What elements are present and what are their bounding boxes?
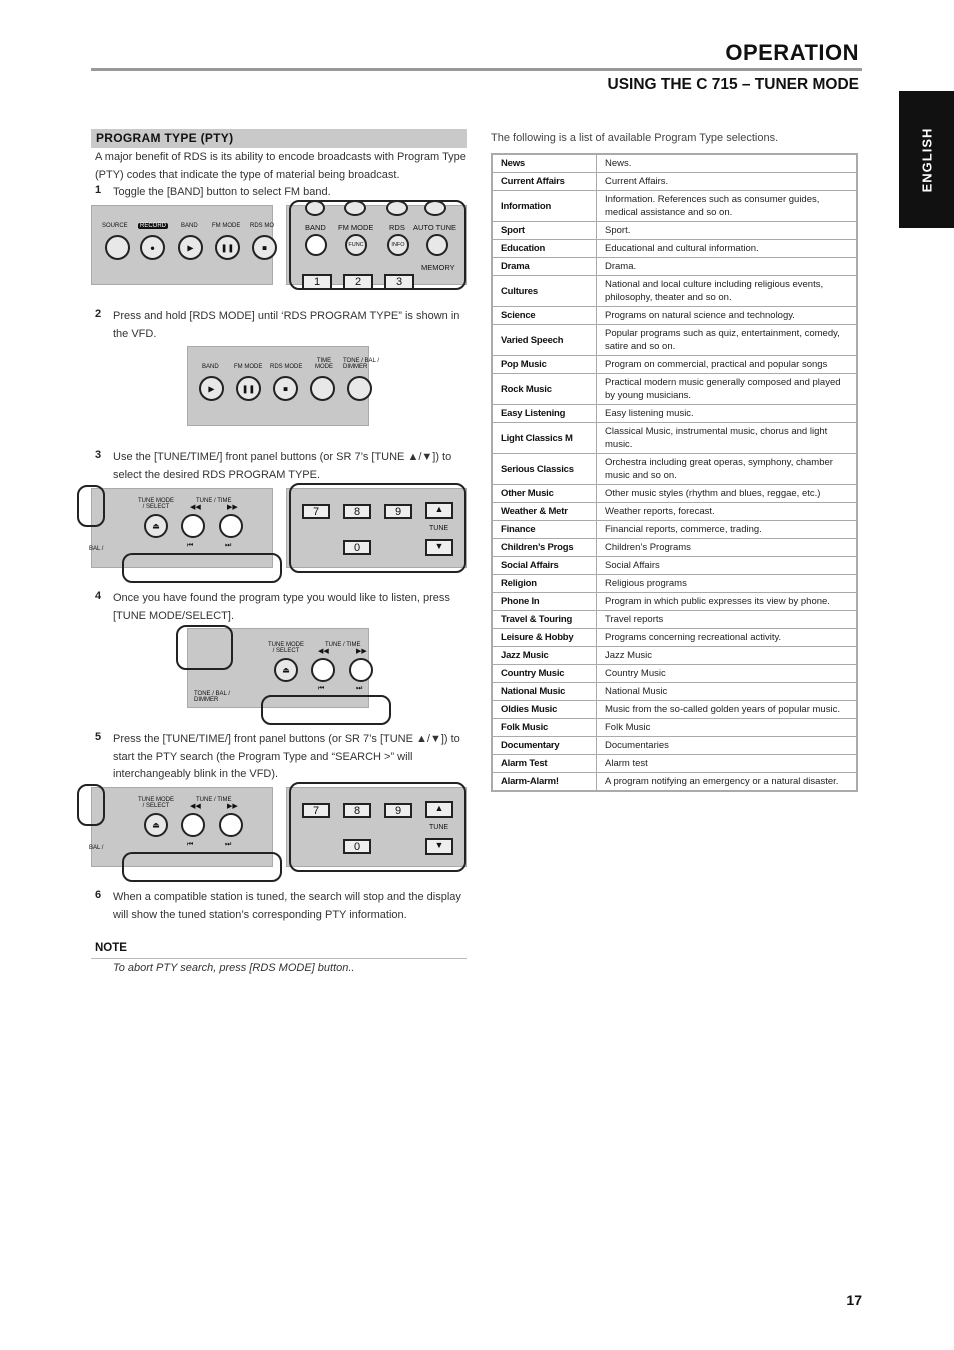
remote-button-top bbox=[386, 200, 408, 216]
stop-icon: ■ bbox=[283, 384, 288, 393]
remote-button-top bbox=[344, 200, 366, 216]
key-3: 3 bbox=[384, 274, 414, 290]
pty-description-cell: News. bbox=[597, 154, 858, 173]
table-row bbox=[492, 154, 857, 173]
func-label: FUNC bbox=[348, 242, 364, 248]
key-9: 9 bbox=[384, 803, 412, 818]
step-text: Toggle the [BAND] button to select FM band. bbox=[113, 186, 331, 198]
pty-type-cell: Varied Speech bbox=[492, 325, 597, 356]
tone-button bbox=[347, 376, 372, 401]
pty-description-cell: Easy listening music. bbox=[597, 405, 858, 423]
pty-intro: A major benefit of RDS is its ability to encode broadcasts with Program Type (PTY) codes that indicate the type of material being broadcast. bbox=[95, 151, 466, 181]
bal-label: BAL / bbox=[89, 845, 104, 851]
section-title: OPERATION bbox=[725, 40, 859, 65]
section-divider bbox=[91, 68, 862, 71]
pty-type-cell: Education bbox=[492, 240, 597, 258]
source-button bbox=[105, 235, 130, 260]
band-button bbox=[178, 235, 203, 260]
tune-mode-select-button bbox=[144, 514, 168, 538]
band-label: BAND bbox=[202, 364, 219, 370]
pty-type-cell: Children’s Progs bbox=[492, 539, 597, 557]
table-row bbox=[492, 593, 857, 611]
next-icon: ⏭ bbox=[356, 685, 363, 692]
front-panel-illustration bbox=[91, 787, 273, 867]
pty-description-cell: Orchestra including great operas, symphony, chamber music and so on. bbox=[597, 454, 858, 485]
pty-type-cell: News bbox=[492, 154, 597, 173]
pty-type-cell: National Music bbox=[492, 683, 597, 701]
rds-mode-label: RDS MO bbox=[250, 223, 274, 229]
fast-forward-icon: ▶▶ bbox=[227, 504, 238, 511]
time-mode-button bbox=[310, 376, 335, 401]
key-2: 2 bbox=[343, 274, 373, 290]
pty-description-cell: Weather reports, forecast. bbox=[597, 503, 858, 521]
tune-up-icon: ▲ bbox=[425, 801, 453, 818]
remote-illustration bbox=[286, 488, 467, 568]
pty-description-cell: Children’s Programs bbox=[597, 539, 858, 557]
table-row bbox=[492, 356, 857, 374]
tune-up-icon: ▲ bbox=[425, 502, 453, 519]
step-number: 6 bbox=[95, 889, 102, 901]
step-number: 3 bbox=[95, 449, 102, 461]
pty-description-cell: Program in which public expresses its view by phone. bbox=[597, 593, 858, 611]
pty-description-cell: Drama. bbox=[597, 258, 858, 276]
tune-up-button bbox=[219, 813, 243, 837]
pty-description-cell: Information. References such as consumer guides, medical assistance and so on. bbox=[597, 191, 858, 222]
memory-label: MEMORY bbox=[421, 263, 455, 272]
table-row bbox=[492, 629, 857, 647]
front-panel-illustration bbox=[91, 488, 273, 568]
pty-type-cell: Jazz Music bbox=[492, 647, 597, 665]
pty-type-cell: Science bbox=[492, 307, 597, 325]
source-label: SOURCE bbox=[102, 223, 128, 229]
key-0: 0 bbox=[343, 839, 371, 854]
tune-label: TUNE bbox=[429, 824, 449, 831]
step-text: Press and hold [RDS MODE] until ‘RDS PROGRAM TYPE” is shown in the VFD. bbox=[113, 310, 460, 340]
step-number: 4 bbox=[95, 590, 102, 602]
pty-description-cell: Music from the so-called golden years of popular music. bbox=[597, 701, 858, 719]
pause-icon: ❚❚ bbox=[241, 384, 256, 393]
pause-icon: ❚❚ bbox=[220, 243, 235, 252]
key-8: 8 bbox=[343, 803, 371, 818]
pty-list-intro: The following is a list of available Program Type selections. bbox=[491, 132, 779, 144]
table-row bbox=[492, 423, 857, 454]
key-0: 0 bbox=[343, 540, 371, 555]
pty-description-cell: Social Affairs bbox=[597, 557, 858, 575]
eject-icon: ⏏ bbox=[152, 521, 160, 531]
next-icon: ⏭ bbox=[225, 542, 232, 549]
language-tab-label: ENGLISH bbox=[919, 127, 934, 192]
table-row bbox=[492, 611, 857, 629]
table-row bbox=[492, 405, 857, 423]
pty-description-cell: Educational and cultural information. bbox=[597, 240, 858, 258]
auto-tune-label: AUTO TUNE bbox=[413, 223, 457, 232]
table-row bbox=[492, 307, 857, 325]
step-number: 1 bbox=[95, 184, 102, 196]
key-7: 7 bbox=[302, 504, 330, 519]
play-icon: ▶ bbox=[187, 243, 194, 252]
pty-type-cell: Drama bbox=[492, 258, 597, 276]
tune-down-button bbox=[181, 514, 205, 538]
note-divider bbox=[91, 958, 467, 959]
key-7: 7 bbox=[302, 803, 330, 818]
stop-icon: ■ bbox=[262, 243, 267, 252]
info-label: INFO bbox=[391, 242, 405, 248]
rds-mode-button bbox=[252, 235, 277, 260]
step-text: Once you have found the program type you would like to listen, press [TUNE MODE/SELECT]. bbox=[113, 592, 450, 622]
eject-icon: ⏏ bbox=[282, 665, 290, 675]
pty-table bbox=[491, 153, 858, 792]
fm-mode-label: FM MODE bbox=[212, 223, 241, 229]
step-text: Press the [TUNE/TIME/] front panel buttons (or SR 7’s [TUNE ▲/▼]) to start the PTY search (the Program Type and “SEARCH >” will interchangeably blink in the VFD). bbox=[113, 733, 460, 780]
pty-description-cell: Alarm test bbox=[597, 755, 858, 773]
band-button bbox=[305, 234, 327, 256]
pty-type-cell: Folk Music bbox=[492, 719, 597, 737]
pty-type-cell: Sport bbox=[492, 222, 597, 240]
key-8: 8 bbox=[343, 504, 371, 519]
remote-illustration bbox=[286, 205, 467, 288]
table-row bbox=[492, 755, 857, 773]
pty-description-cell: Travel reports bbox=[597, 611, 858, 629]
pty-type-cell: Weather & Metr bbox=[492, 503, 597, 521]
table-row bbox=[492, 521, 857, 539]
pty-description-cell: Popular programs such as quiz, entertainment, comedy, satire and so on. bbox=[597, 325, 858, 356]
pty-type-cell: Religion bbox=[492, 575, 597, 593]
table-row bbox=[492, 683, 857, 701]
tone-bal-dimmer-label: TONE / BAL / DIMMER bbox=[194, 691, 231, 703]
tune-down-button bbox=[311, 658, 335, 682]
rewind-icon: ◀◀ bbox=[190, 803, 201, 810]
pty-description-cell: Programs concerning recreational activity. bbox=[597, 629, 858, 647]
rewind-icon: ◀◀ bbox=[190, 504, 201, 511]
table-row bbox=[492, 719, 857, 737]
step-number: 5 bbox=[95, 731, 102, 743]
language-tab bbox=[899, 91, 954, 228]
table-row bbox=[492, 276, 857, 307]
tune-time-label: TUNE / TIME bbox=[325, 642, 361, 648]
pty-description-cell: Documentaries bbox=[597, 737, 858, 755]
table-row bbox=[492, 701, 857, 719]
rds-mode-button bbox=[273, 376, 298, 401]
fm-mode-label: FM MODE bbox=[338, 223, 374, 232]
pty-type-cell: Social Affairs bbox=[492, 557, 597, 575]
previous-icon: ⏮ bbox=[187, 542, 194, 549]
pty-heading: PROGRAM TYPE (PTY) bbox=[96, 131, 234, 145]
table-row bbox=[492, 454, 857, 485]
pty-heading-bar bbox=[91, 129, 467, 148]
pty-description-cell: Programs on natural science and technology. bbox=[597, 307, 858, 325]
previous-icon: ⏮ bbox=[318, 685, 325, 692]
remote-button-top bbox=[424, 200, 446, 216]
pty-type-cell: Serious Classics bbox=[492, 454, 597, 485]
pty-description-cell: Program on commercial, practical and popular songs bbox=[597, 356, 858, 374]
rds-mode-label: RDS MODE bbox=[270, 364, 303, 370]
note-label: NOTE bbox=[95, 942, 127, 954]
tone-bal-dimmer-label: TONE / BAL / DIMMER bbox=[343, 358, 380, 370]
pty-description-cell: A program notifying an emergency or a natural disaster. bbox=[597, 773, 858, 792]
pty-type-cell: Current Affairs bbox=[492, 173, 597, 191]
tune-label: TUNE bbox=[429, 525, 449, 532]
fm-mode-button bbox=[215, 235, 240, 260]
pty-type-cell: Pop Music bbox=[492, 356, 597, 374]
front-panel-illustration bbox=[187, 628, 369, 708]
panel-edge bbox=[122, 852, 282, 882]
tune-mode-select-label: TUNE MODE / SELECT bbox=[268, 642, 304, 654]
rewind-icon: ◀◀ bbox=[318, 648, 329, 655]
table-row bbox=[492, 222, 857, 240]
table-row bbox=[492, 503, 857, 521]
tune-mode-select-button bbox=[144, 813, 168, 837]
rds-label: RDS bbox=[389, 223, 405, 232]
tune-mode-select-button bbox=[274, 658, 298, 682]
band-button bbox=[199, 376, 224, 401]
table-row bbox=[492, 325, 857, 356]
pty-description-cell: Financial reports, commerce, trading. bbox=[597, 521, 858, 539]
tune-mode-select-label: TUNE MODE / SELECT bbox=[138, 498, 174, 510]
pty-description-cell: National Music bbox=[597, 683, 858, 701]
panel-edge bbox=[261, 695, 391, 725]
step-text: When a compatible station is tuned, the search will stop and the display will show the tuned station’s corresponding PTY information. bbox=[113, 891, 461, 921]
pty-type-cell: Other Music bbox=[492, 485, 597, 503]
tune-up-button bbox=[349, 658, 373, 682]
table-row bbox=[492, 575, 857, 593]
step-text: Use the [TUNE/TIME/] front panel buttons (or SR 7’s [TUNE ▲/▼]) to select the desired RDS PROGRAM TYPE. bbox=[113, 451, 452, 481]
eject-icon: ⏏ bbox=[152, 820, 160, 830]
table-row bbox=[492, 665, 857, 683]
pty-type-cell: Rock Music bbox=[492, 374, 597, 405]
table-row bbox=[492, 485, 857, 503]
page-number: 17 bbox=[846, 1292, 862, 1308]
display-window bbox=[77, 485, 105, 527]
remote-illustration bbox=[286, 787, 467, 867]
tune-mode-select-label: TUNE MODE / SELECT bbox=[138, 797, 174, 809]
previous-icon: ⏮ bbox=[187, 841, 194, 848]
table-row bbox=[492, 557, 857, 575]
func-button bbox=[345, 234, 367, 256]
pty-description-cell: Other music styles (rhythm and blues, reggae, etc.) bbox=[597, 485, 858, 503]
pty-type-cell: Information bbox=[492, 191, 597, 222]
tune-up-button bbox=[219, 514, 243, 538]
tune-down-icon: ▼ bbox=[425, 838, 453, 855]
pty-description-cell: Sport. bbox=[597, 222, 858, 240]
table-row bbox=[492, 240, 857, 258]
fast-forward-icon: ▶▶ bbox=[356, 648, 367, 655]
pty-description-cell: Jazz Music bbox=[597, 647, 858, 665]
pty-type-cell: Light Classics M bbox=[492, 423, 597, 454]
table-row bbox=[492, 539, 857, 557]
tune-down-icon: ▼ bbox=[425, 539, 453, 556]
tune-down-button bbox=[181, 813, 205, 837]
key-1: 1 bbox=[302, 274, 332, 290]
info-button bbox=[387, 234, 409, 256]
pty-type-cell: Phone In bbox=[492, 593, 597, 611]
tune-time-label: TUNE / TIME bbox=[196, 797, 232, 803]
table-row bbox=[492, 191, 857, 222]
next-icon: ⏭ bbox=[225, 841, 232, 848]
auto-tune-button bbox=[426, 234, 448, 256]
pty-description-cell: Current Affairs. bbox=[597, 173, 858, 191]
pty-type-cell: Easy Listening bbox=[492, 405, 597, 423]
table-row bbox=[492, 737, 857, 755]
pty-description-cell: Folk Music bbox=[597, 719, 858, 737]
pty-type-cell: Alarm-Alarm! bbox=[492, 773, 597, 792]
play-icon: ▶ bbox=[208, 384, 215, 393]
pty-description-cell: Classical Music, instrumental music, chorus and light music. bbox=[597, 423, 858, 454]
table-row bbox=[492, 374, 857, 405]
fm-mode-label: FM MODE bbox=[234, 364, 263, 370]
pty-type-cell: Country Music bbox=[492, 665, 597, 683]
tune-time-label: TUNE / TIME bbox=[196, 498, 232, 504]
display-window bbox=[77, 784, 105, 826]
front-panel-illustration bbox=[187, 346, 380, 426]
pty-type-cell: Finance bbox=[492, 521, 597, 539]
record-icon: ● bbox=[150, 243, 155, 252]
table-row bbox=[492, 258, 857, 276]
pty-description-cell: Country Music bbox=[597, 665, 858, 683]
band-label: BAND bbox=[305, 223, 326, 232]
table-row bbox=[492, 173, 857, 191]
pty-type-cell: Leisure & Hobby bbox=[492, 629, 597, 647]
fm-mode-button bbox=[236, 376, 261, 401]
pty-type-cell: Travel & Touring bbox=[492, 611, 597, 629]
key-9: 9 bbox=[384, 504, 412, 519]
table-row bbox=[492, 647, 857, 665]
record-label: RECORD bbox=[140, 223, 167, 229]
step-number: 2 bbox=[95, 308, 102, 320]
note-text: To abort PTY search, press [RDS MODE] button.. bbox=[113, 962, 355, 974]
front-panel-illustration bbox=[91, 205, 273, 285]
table-row bbox=[492, 773, 857, 792]
pty-type-cell: Alarm Test bbox=[492, 755, 597, 773]
time-mode-label: TIME MODE bbox=[315, 358, 333, 370]
band-label: BAND bbox=[181, 223, 198, 229]
pty-description-cell: National and local culture including religious events, philosophy, theater and so on. bbox=[597, 276, 858, 307]
display-window bbox=[176, 625, 233, 670]
panel-edge bbox=[122, 553, 282, 583]
pty-description-cell: Practical modern music generally composed and played by young musicians. bbox=[597, 374, 858, 405]
pty-type-cell: Cultures bbox=[492, 276, 597, 307]
pty-description-cell: Religious programs bbox=[597, 575, 858, 593]
bal-label: BAL / bbox=[89, 546, 104, 552]
fast-forward-icon: ▶▶ bbox=[227, 803, 238, 810]
pty-type-cell: Documentary bbox=[492, 737, 597, 755]
page-subtitle: USING THE C 715 – TUNER MODE bbox=[607, 76, 859, 93]
record-button bbox=[140, 235, 165, 260]
remote-button-top bbox=[305, 200, 325, 216]
pty-type-cell: Oldies Music bbox=[492, 701, 597, 719]
